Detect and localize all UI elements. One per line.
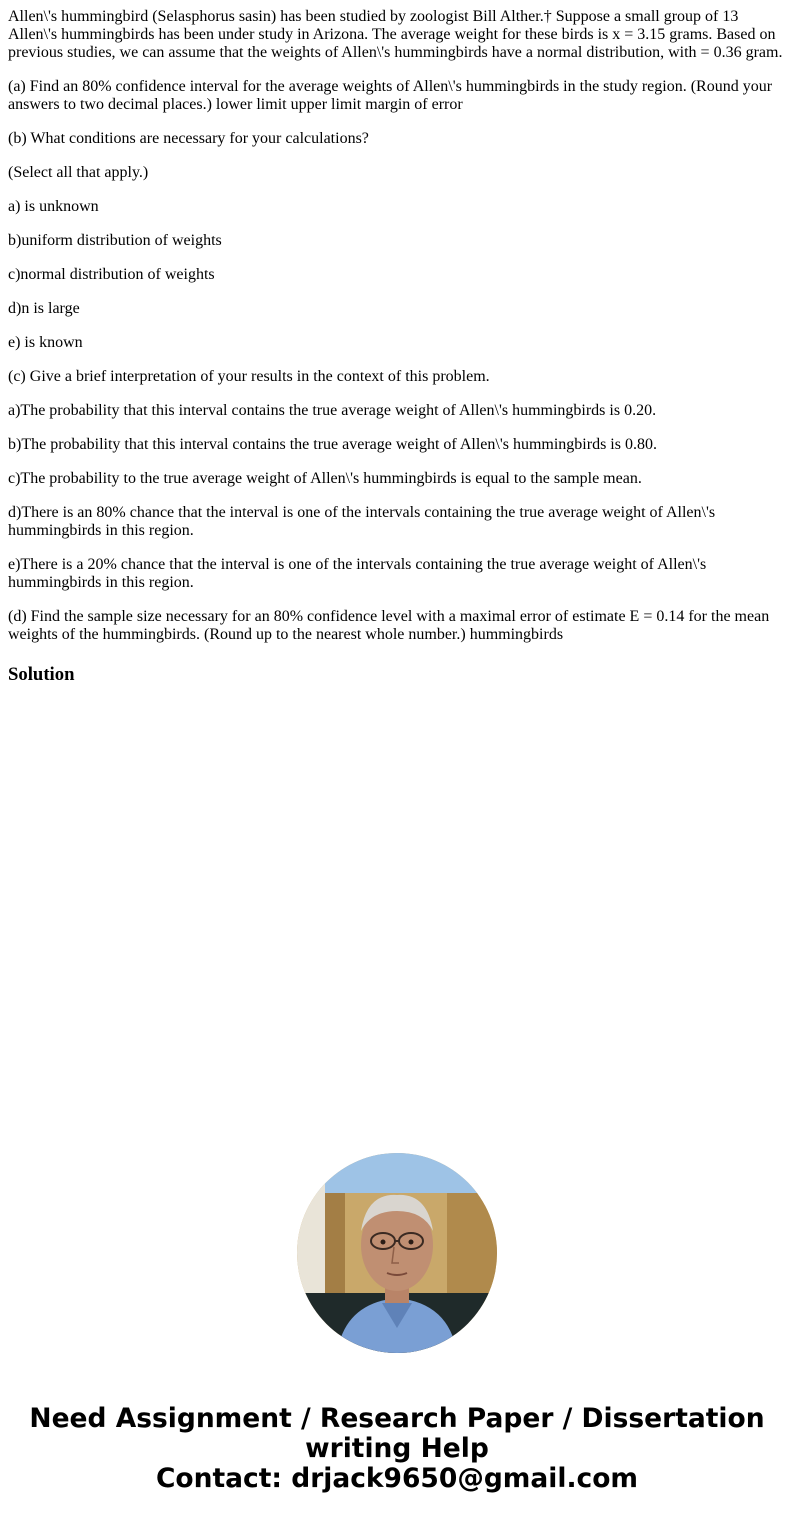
- option-b-e: e) is known: [8, 334, 83, 351]
- question-content: [8, 8, 786, 686]
- option-b-c: c)normal distribution of weights: [8, 266, 215, 283]
- question-part-d: (d) Find the sample size necessary for an 80% confidence level with a maximal error of estimate E = 0.14 for the mean weights of the hummingbirds. (Round up to the nearest whole number.) hummingbirds: [8, 608, 770, 643]
- tutor-portrait-image: [297, 1153, 497, 1353]
- tutor-avatar: [297, 1153, 497, 1353]
- option-b-b: b)uniform distribution of weights: [8, 232, 222, 249]
- option-c-a: a)The probability that this interval contains the true average weight of Allen\'s hummingbirds is 0.20.: [8, 402, 657, 419]
- promo-line-2: writing Help: [305, 1433, 489, 1464]
- question-part-a: (a) Find an 80% confidence interval for the average weights of Allen\'s hummingbirds in the study region. (Round your answers to two decimal places.) lower limit upper limit margin of error: [8, 78, 773, 113]
- promo-banner: [0, 1404, 794, 1494]
- option-b-d: d)n is large: [8, 300, 80, 317]
- option-c-d: d)There is an 80% chance that the interval is one of the intervals containing the true average weight of Allen\'s hummingbirds in this region.: [8, 504, 716, 539]
- option-c-b: b)The probability that this interval contains the true average weight of Allen\'s hummingbirds is 0.80.: [8, 436, 657, 453]
- question-intro: Allen\'s hummingbird (Selasphorus sasin) has been studied by zoologist Bill Alther.† Suppose a small group of 13 Allen\'s hummingbirds has been under study in Arizona. The average weight for these birds is x = 3.15 grams. Based on previous studies, we can assume that the weights of Allen\'s hummingbirds have a normal distribution, with = 0.36 gram.: [8, 8, 783, 61]
- option-b-a: a) is unknown: [8, 198, 99, 215]
- option-c-e: e)There is a 20% chance that the interval is one of the intervals containing the true average weight of Allen\'s hummingbirds in this region.: [8, 556, 707, 591]
- select-note: (Select all that apply.): [8, 164, 149, 181]
- promo-line-1: Need Assignment / Research Paper / Dissertation: [29, 1403, 765, 1434]
- solution-heading: Solution: [8, 664, 75, 685]
- option-c-c: c)The probability to the true average weight of Allen\'s hummingbirds is equal to the sample mean.: [8, 470, 642, 487]
- question-part-b: (b) What conditions are necessary for your calculations?: [8, 130, 369, 147]
- promo-contact: Contact: drjack9650@gmail.com: [155, 1463, 639, 1494]
- question-part-c: (c) Give a brief interpretation of your results in the context of this problem.: [8, 368, 490, 385]
